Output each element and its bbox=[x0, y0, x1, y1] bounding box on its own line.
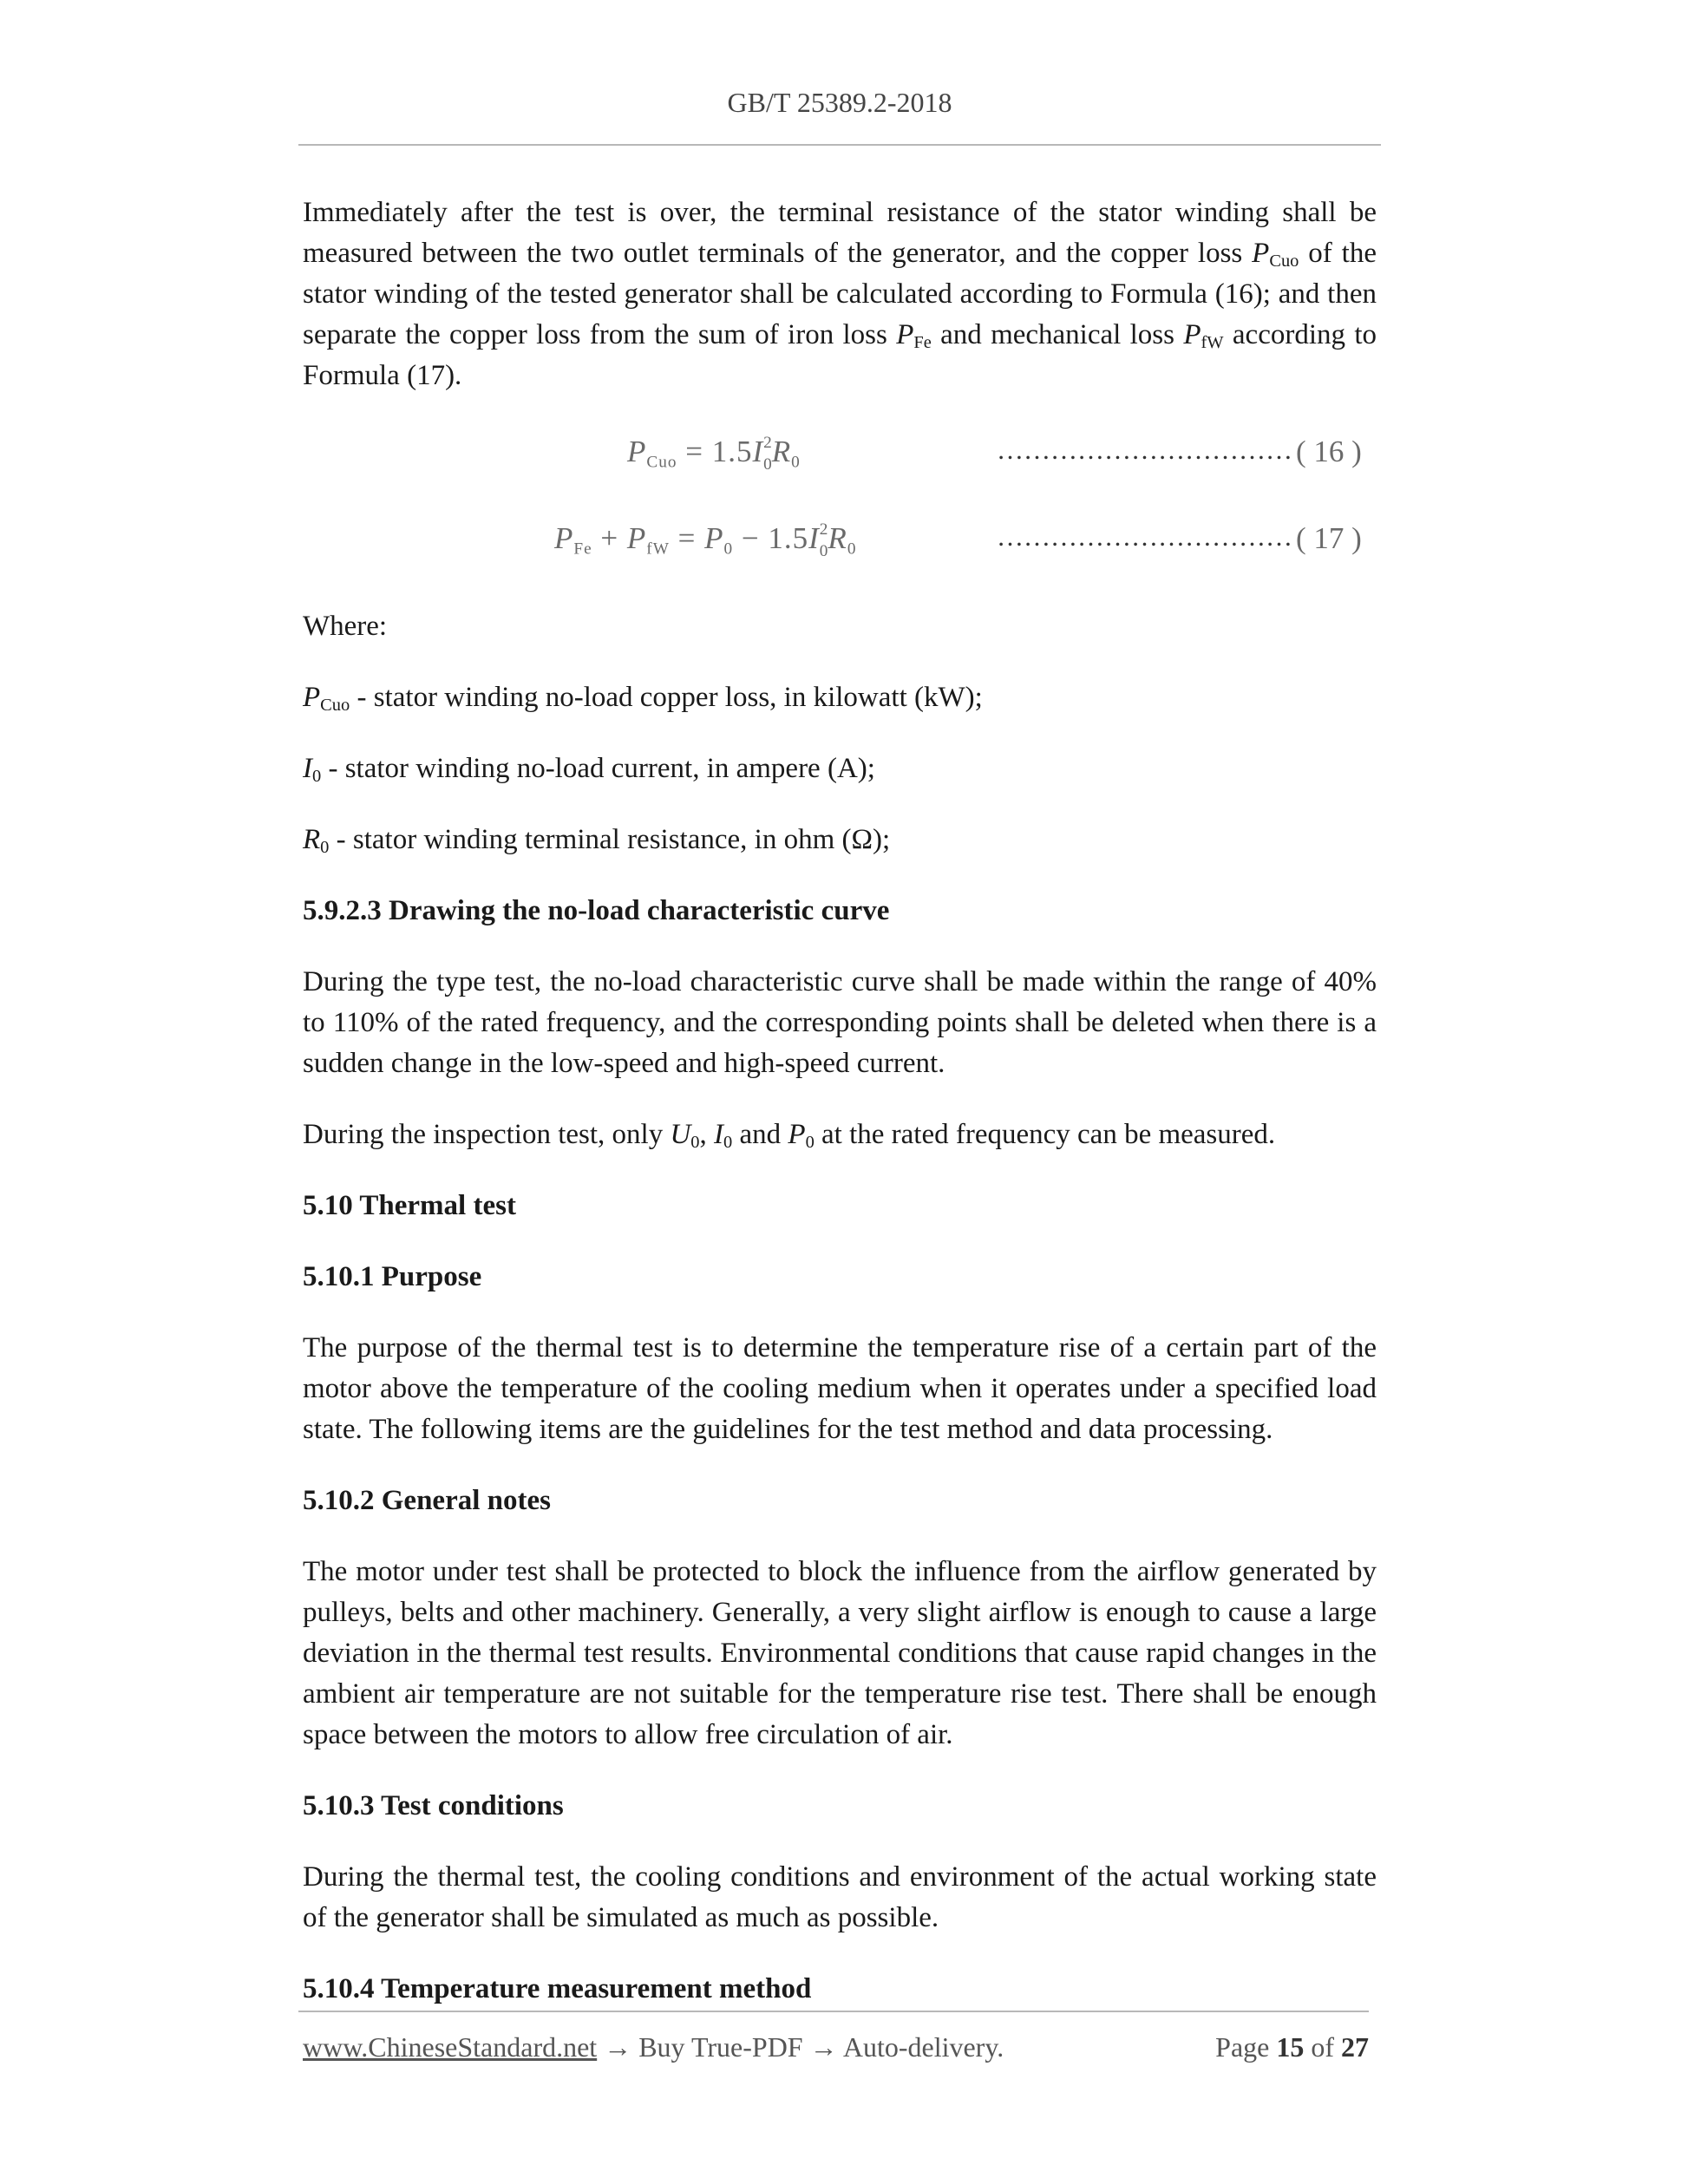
formula-17-number: ( 17 ) bbox=[1296, 521, 1362, 555]
paragraph-no-load-curve: During the type test, the no-load characteristic curve shall be made within the range of 40% to 110% of the rated frequency, and the corresponding points shall be deleted when there is a sudden change in the low-speed and high-speed current. bbox=[303, 966, 1377, 1079]
formula-16-leader: …………………………… bbox=[997, 435, 1292, 465]
formula-16 bbox=[303, 415, 1377, 502]
intro-paragraph: Immediately after the test is over, the terminal resistance of the stator winding shall be measured between the two outlet terminals of the generator, and the copper loss $P_{Cuo}$ of the stator winding of the tested generator shall be calculated according to Formula (16); and then separate the copper loss from the sum of iron loss $P_{Fe}$ and mechanical loss $P_{fW}$ according to Formula (17). bbox=[303, 197, 1377, 391]
paragraph-test-conditions: During the thermal test, the cooling conditions and environment of the actual working state of the generator shall be simulated as much as possible. bbox=[303, 1861, 1377, 1933]
definition-r0: $R_0$ - stator winding terminal resistance, in ohm (Ω); bbox=[303, 824, 891, 858]
definition-i0: $I_0$ - stator winding no-load current, in ampere (A); bbox=[303, 753, 875, 787]
buy-pdf-text: Buy True-PDF bbox=[638, 2031, 803, 2063]
formula-16-number: ( 16 ) bbox=[1296, 435, 1362, 468]
paragraph-purpose: The purpose of the thermal test is to determine the temperature rise of a certain part of the motor above the temperature of the cooling medium when it operates under a specified load state. The following items are the guidelines for the test method and data processing. bbox=[303, 1332, 1377, 1445]
arrow-icon: → bbox=[597, 2031, 639, 2063]
document-body bbox=[303, 193, 1377, 2010]
definition-pcuo: $P_{Cuo}$ - stator winding no-load copper loss, in kilowatt (kW); bbox=[303, 682, 983, 716]
heading-5-10-3: 5.10.3 Test conditions bbox=[303, 1790, 564, 1821]
formula-17-expression: PFe + PfW = P0 − 1.5I 2 0 R0 bbox=[554, 520, 857, 561]
heading-5-10: 5.10 Thermal test bbox=[303, 1190, 516, 1221]
paragraph-general-notes: The motor under test shall be protected to block the influence from the airflow generated by pulleys, belts and other machinery. Generally, a very slight airflow is enough to cause a large deviation in the thermal test results. Environmental conditions that cause rapid changes in the ambient air temperature are not suitable for the temperature rise test. There shall be enough space between the motors to allow free circulation of air. bbox=[303, 1556, 1377, 1750]
site-link[interactable]: www.ChineseStandard.net bbox=[303, 2031, 598, 2063]
formula-17 bbox=[303, 502, 1377, 589]
formula-17-leader: …………………………… bbox=[997, 521, 1292, 552]
auto-delivery-text: Auto-delivery. bbox=[842, 2031, 1004, 2063]
heading-5-9-2-3: 5.9.2.3 Drawing the no-load characteristic curve bbox=[303, 895, 890, 926]
where-label: Where: bbox=[303, 611, 388, 642]
arrow-icon: → bbox=[802, 2031, 843, 2063]
page-header: GB/T 25389.2-2018 bbox=[727, 87, 952, 118]
header-divider bbox=[298, 144, 1381, 146]
heading-5-10-1: 5.10.1 Purpose bbox=[303, 1261, 482, 1292]
footer-divider bbox=[298, 2011, 1369, 2012]
heading-5-10-2: 5.10.2 General notes bbox=[303, 1485, 551, 1516]
heading-5-10-4: 5.10.4 Temperature measurement method bbox=[303, 1973, 812, 2004]
page-footer bbox=[303, 2031, 1369, 2075]
formula-16-expression: PCuo = 1.5I 2 0 R0 bbox=[627, 434, 801, 474]
paragraph-inspection-test: During the inspection test, only $U_0$, $I_0$ and $P_0$ at the rated frequency can be measured. bbox=[303, 1119, 1276, 1153]
page-number: Page 15 of 27 bbox=[1215, 2031, 1369, 2063]
